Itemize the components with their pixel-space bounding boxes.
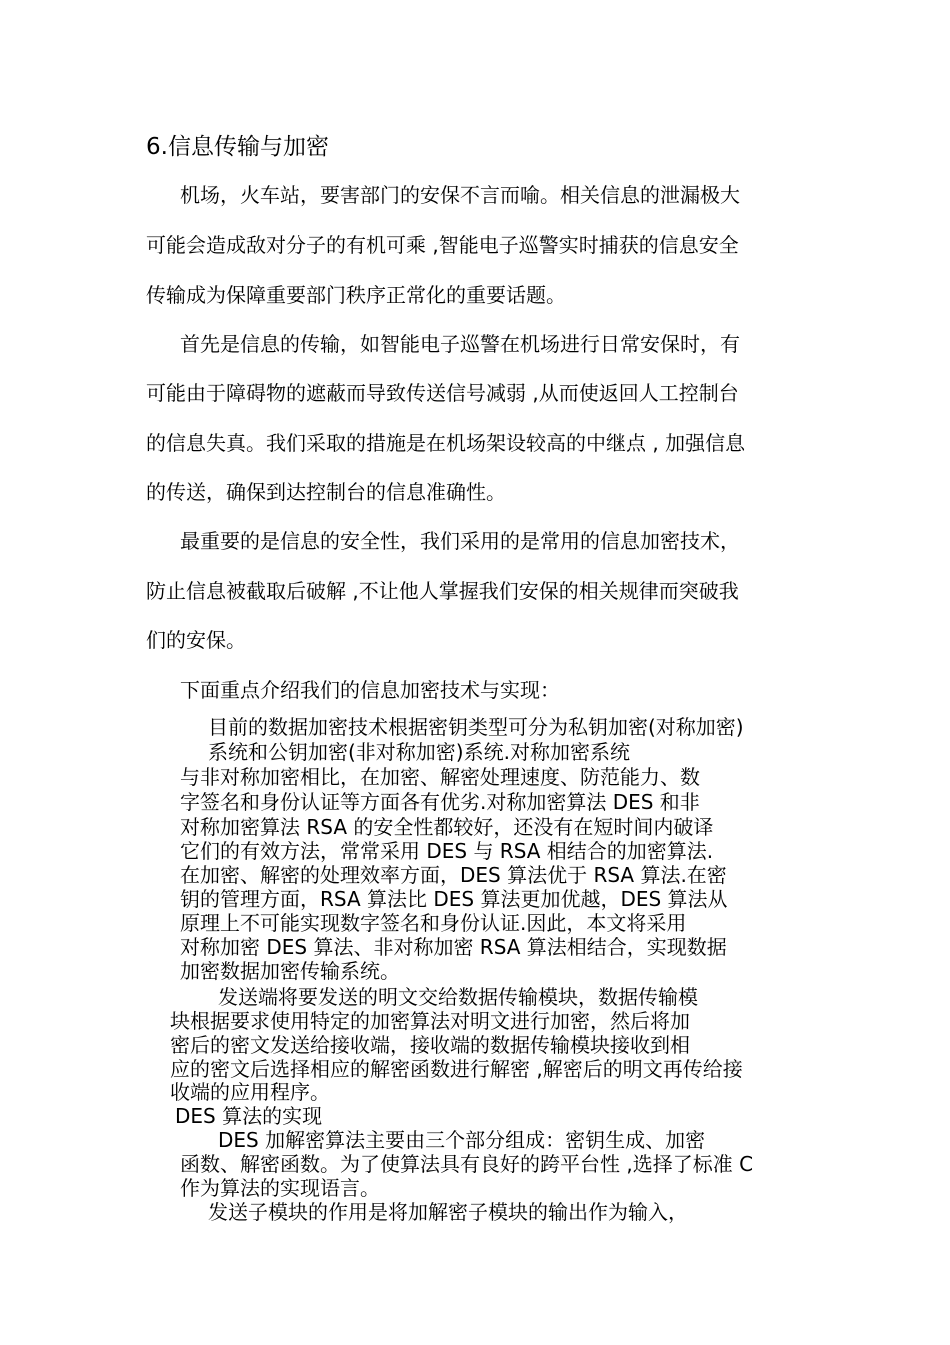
paragraph-line: 在加密、解密的处理效率方面，DES 算法优于 RSA 算法.在密 bbox=[180, 863, 727, 887]
paragraph-line: 字签名和身份认证等方面各有优劣.对称加密算法 DES 和非 bbox=[180, 790, 700, 814]
paragraph-line: 收端的应用程序。 bbox=[170, 1080, 330, 1104]
paragraph-line: 发送端将要发送的明文交给数据传输模块，数据传输模 bbox=[218, 985, 698, 1009]
paragraph-line: 作为算法的实现语言。 bbox=[180, 1176, 380, 1200]
paragraph-line: 块根据要求使用特定的加密算法对明文进行加密，然后将加 bbox=[170, 1009, 690, 1033]
paragraph-line: DES 加解密算法主要由三个部分组成：密钥生成、加密 bbox=[218, 1128, 706, 1152]
paragraph-line: 可能会造成敌对分子的有机可乘 ,智能电子巡警实时捕获的信息安全 bbox=[146, 233, 739, 257]
paragraph-line: 可能由于障碍物的遮蔽而导致传送信号减弱 ,从而使返回人工控制台 bbox=[146, 381, 739, 405]
subheading: DES 算法的实现 bbox=[175, 1104, 323, 1128]
paragraph-line: 发送子模块的作用是将加解密子模块的输出作为输入， bbox=[208, 1200, 688, 1224]
paragraph-line: 的传送，确保到达控制台的信息准确性。 bbox=[146, 480, 506, 504]
paragraph-line: 密后的密文发送给接收端，接收端的数据传输模块接收到相 bbox=[170, 1033, 690, 1057]
paragraph-line: 加密数据加密传输系统。 bbox=[180, 959, 400, 983]
paragraph-line: 对称加密 DES 算法、非对称加密 RSA 算法相结合，实现数据 bbox=[180, 935, 727, 959]
paragraph-line: 函数、解密函数。为了使算法具有良好的跨平台性 ,选择了标准 C bbox=[180, 1152, 754, 1176]
paragraph-line: 它们的有效方法，常常采用 DES 与 RSA 相结合的加密算法. bbox=[180, 839, 714, 863]
paragraph-line: 与非对称加密相比，在加密、解密处理速度、防范能力、数 bbox=[180, 765, 700, 789]
paragraph-line: 目前的数据加密技术根据密钥类型可分为私钥加密(对称加密) bbox=[208, 715, 744, 739]
paragraph-line: 的信息失真。我们采取的措施是在机场架设较高的中继点 , 加强信息 bbox=[146, 431, 746, 455]
paragraph-line: 应的密文后选择相应的解密函数进行解密 ,解密后的明文再传给接 bbox=[170, 1057, 743, 1081]
paragraph-line: 机场，火车站，要害部门的安保不言而喻。相关信息的泄漏极大 bbox=[180, 183, 740, 207]
paragraph-line: 原理上不可能实现数字签名和身份认证.因此，本文将采用 bbox=[180, 911, 687, 935]
paragraph-line: 们的安保。 bbox=[146, 628, 246, 652]
paragraph-line: 传输成为保障重要部门秩序正常化的重要话题。 bbox=[146, 283, 566, 307]
paragraph-line: 首先是信息的传输，如智能电子巡警在机场进行日常安保时，有 bbox=[180, 332, 740, 356]
section-heading: 6.信息传输与加密 bbox=[146, 134, 329, 160]
paragraph-line: 对称加密算法 RSA 的安全性都较好，还没有在短时间内破译 bbox=[180, 815, 714, 839]
paragraph-line: 最重要的是信息的安全性，我们采用的是常用的信息加密技术， bbox=[180, 529, 740, 553]
intro-line: 下面重点介绍我们的信息加密技术与实现： bbox=[180, 678, 560, 702]
paragraph-line: 系统和公钥加密(非对称加密)系统.对称加密系统 bbox=[208, 740, 630, 764]
paragraph-line: 钥的管理方面，RSA 算法比 DES 算法更加优越，DES 算法从 bbox=[180, 887, 728, 911]
paragraph-line: 防止信息被截取后破解 ,不让他人掌握我们安保的相关规律而突破我 bbox=[146, 579, 739, 603]
